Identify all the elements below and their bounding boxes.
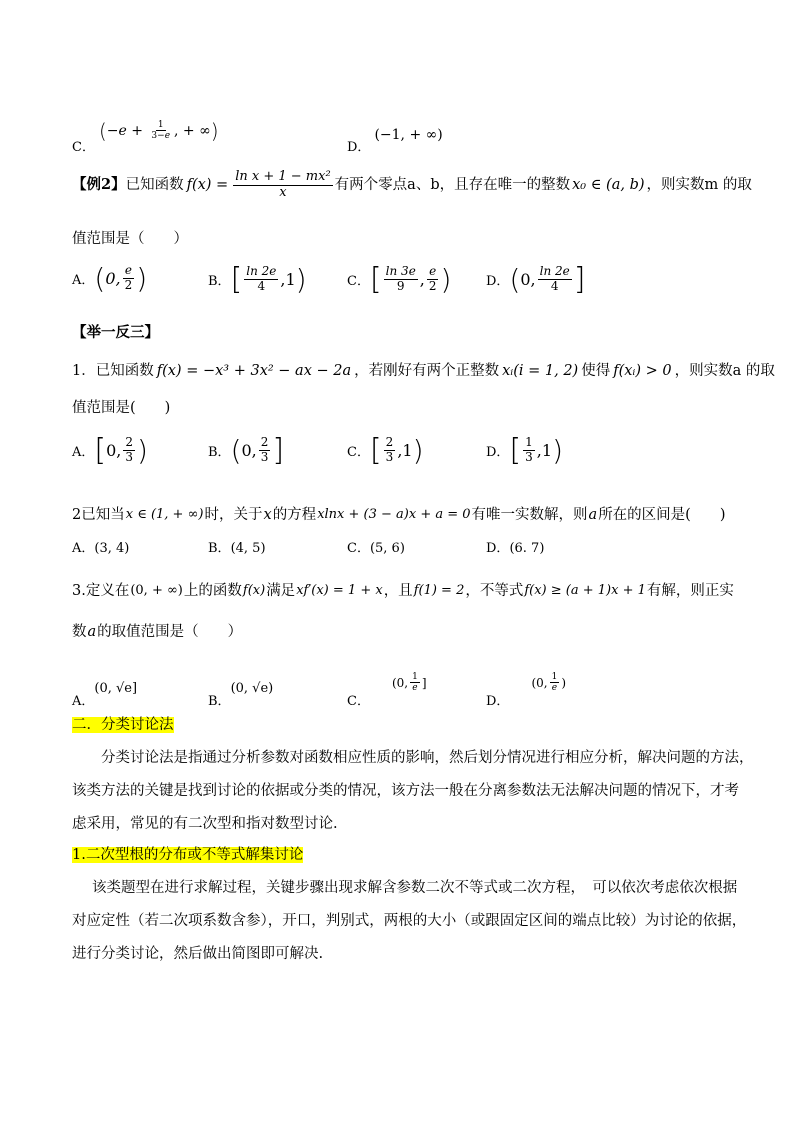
math-cond: x₀ ∈ (a, b) (572, 177, 645, 194)
option-label: C． (72, 140, 95, 155)
math-fraction: $\frac{\text{ln x + 1 − mx²}}{x}$ (235, 169, 331, 200)
question-3-option-b: B． (0, √e) (208, 681, 274, 709)
option-label: D． (347, 140, 371, 155)
question-3-option-a: A． (0, √e] (72, 681, 138, 709)
section-2-para-line-2: 该类方法的关键是找到讨论的依据或分类的情况，该方法一般在分离参数法无法解决问题的情况下，才考 (72, 783, 739, 799)
question-3-option-c: C． (0, $\frac{1}{e}$ ] (347, 671, 427, 709)
question-2-option-b: B．(4, 5) (208, 541, 266, 556)
section-2-heading: 二．分类讨论法 (72, 717, 174, 733)
option-label: A． (72, 273, 95, 288)
question-1-option-c: C． [ $\frac{2}{3}$ ,1 ) (347, 433, 424, 468)
example-2-option-d: D． ( 0, $\frac{\ln 2e}{4}$ ] (486, 262, 586, 297)
question-1-option-b: B． ( 0, $\frac{2}{3}$ ] (208, 433, 285, 468)
question-3-stem: 3.定义在 (0, + ∞) 上的函数 f(x) 满足 xf′(x) = 1 + x ，且 f(1) = 2 ，不等式 f(x) ≥ (a + 1)x + 1 有解，则正实 (72, 583, 734, 599)
prev-option-c (72, 112, 219, 155)
example-2-stem (72, 170, 752, 201)
option-math: (−e + $\frac{1}{3-e}$ , + ∞) (98, 118, 219, 143)
question-3-line2: 数 a 的取值范围是（ ） (72, 624, 243, 640)
question-1-option-a: A． [ 0, $\frac{2}{3}$ ) (72, 433, 148, 468)
subsection-para-line-2: 对应定性（若二次项系数含参），开口，判别式，两根的大小（或跟固定区间的端点比较）为讨论的依据， (72, 913, 747, 929)
question-1-stem: 1．已知函数 f(x) = −x³ + 3x² − ax − 2a ，若刚好有两个正整数 xᵢ(i = 1, 2) 使得 f(xᵢ) > 0 ，则实数a 的取 (72, 363, 775, 379)
question-1-line2: 值范围是( ) (72, 400, 171, 416)
prev-option-d (347, 118, 443, 155)
text: ，则实数m 的取 (646, 177, 752, 194)
text: 有两个零点a、b，且存在唯一的整数 (334, 177, 571, 194)
option-label: D． (486, 274, 510, 289)
subsection-heading: 1.二次型根的分布或不等式解集讨论 (72, 847, 304, 863)
example-tag: 【例2】 (72, 176, 126, 194)
example-2-option-c: C． [ $\frac{\ln 3e}{9}$ , $\frac{e}{2}$ ) (347, 262, 452, 297)
question-2-option-a: A．(3, 4) (72, 541, 130, 556)
option-label: B． (208, 274, 231, 289)
question-3-option-d: D． (0, $\frac{1}{e}$ ) (486, 671, 566, 709)
question-1-option-d: D． [ $\frac{1}{3}$ ,1 ) (486, 433, 563, 468)
section-2-para-line-3: 虑采用，常见的有二次型和指对数型讨论. (72, 816, 338, 832)
option-label: C． (347, 274, 370, 289)
text: 已知函数 (125, 177, 184, 194)
question-2-option-c: C．(5, 6) (347, 541, 405, 556)
example-2-option-a: A． ( 0, $\frac{e}{2}$ ) (72, 262, 148, 295)
question-2-stem: 2已知当 x ∈ (1, + ∞) 时，关于 x 的方程 xlnx + (3 − a)x + a = 0 有唯一实数解，则 a 所在的区间是( ) (72, 507, 726, 523)
example-2-line2: 值范围是（ ） (72, 231, 188, 247)
subsection-para-line-1: 该类题型在进行求解过程，关键步骤出现求解含参数二次不等式或二次方程， 可以依次考虑依次根据 (92, 880, 738, 896)
section-2-para-line-1: 分类讨论法是指通过分析参数对函数相应性质的影响，然后划分情况进行相应分析，解决问题的方法， (101, 750, 754, 766)
example-2-option-b: B． [ $\frac{\ln 2e}{4}$ ,1 ) (208, 262, 307, 297)
option-math: (−1, + ∞) (374, 126, 443, 143)
math-lhs: f(x) = (186, 177, 229, 194)
subsection-para-line-3: 进行分类讨论，然后做出简图即可解决. (72, 946, 324, 962)
question-2-option-d: D．(6. 7) (486, 541, 545, 556)
section-heading: 【举一反三】 (72, 324, 159, 341)
